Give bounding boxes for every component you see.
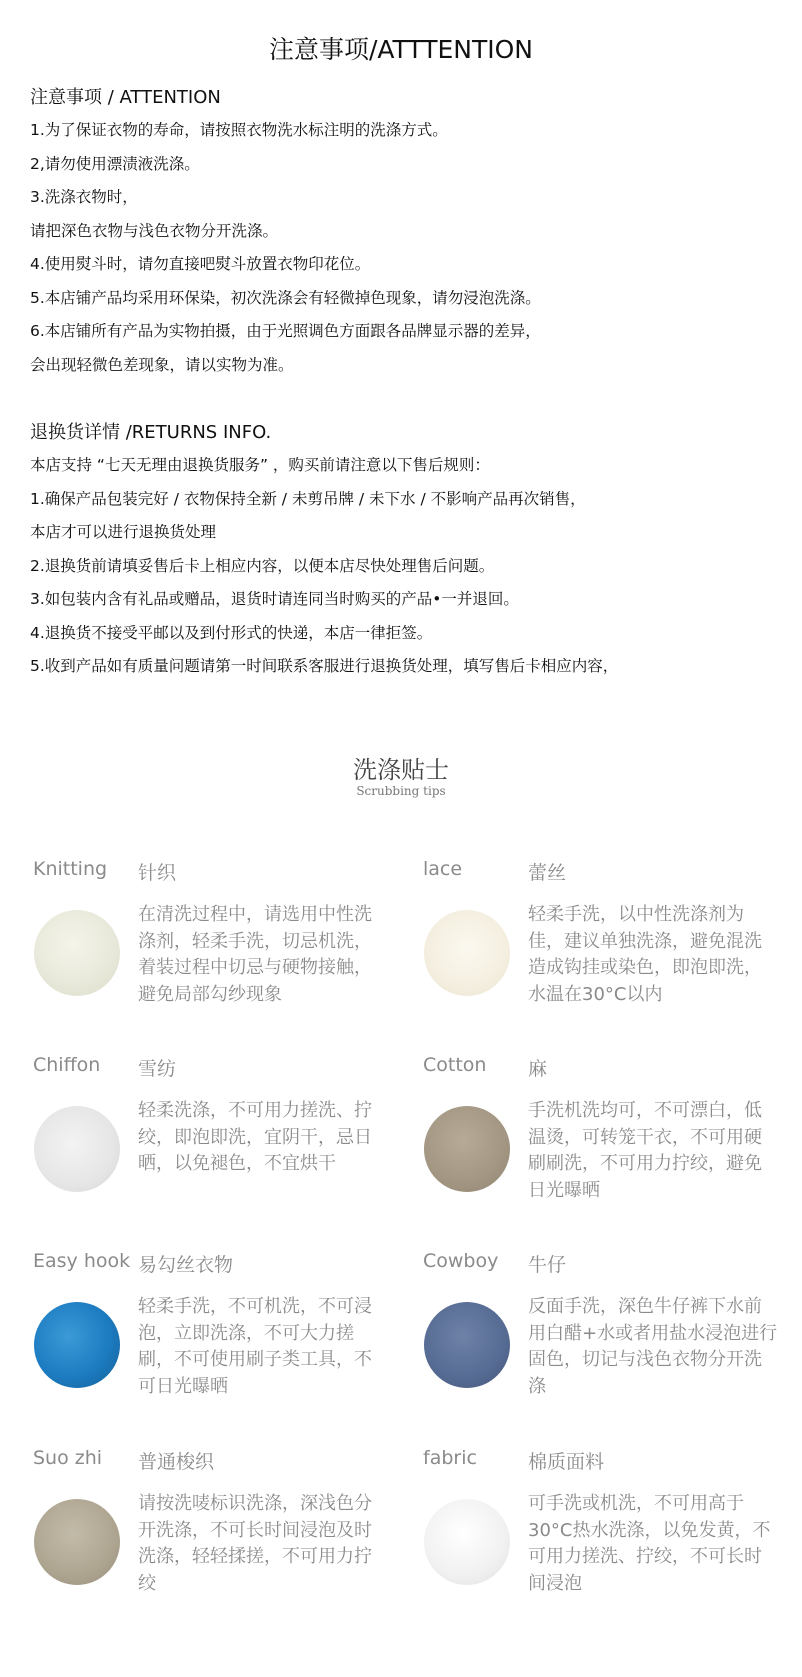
chiffon-swatch — [34, 1106, 120, 1192]
returns-line: 本店才可以进行退换货处理 — [30, 523, 217, 541]
page-title: 注意事项/ATTTENTION — [268, 35, 534, 64]
woven-swatch — [34, 1499, 120, 1585]
attention-line: 5.本店铺产品均采用环保染，初次洗涤会有轻微掉色现象，请勿浸泡洗涤。 — [30, 288, 541, 307]
tip-en-label: fabric — [423, 1447, 477, 1469]
returns-line: 3.如包装内含有礼品或赠品，退货时请连同当时购买的产品•一并退回。 — [30, 590, 519, 608]
tip-en-label: Suo zhi — [33, 1447, 103, 1469]
tip-description: 轻柔手洗，不可机洗，不可浸泡，立即洗涤，不可大力搓刷，不可使用刷子类工具，不可日光曝晒 — [138, 1296, 372, 1397]
attention-line: 2,请勿使用漂渍液洗涤。 — [30, 154, 200, 173]
attention-line: 4.使用熨斗时，请勿直接吧熨斗放置衣物印花位。 — [30, 255, 371, 273]
tip-en-label: Chiffon — [33, 1054, 101, 1076]
tip-knitting — [33, 858, 393, 1033]
tip-lace — [423, 858, 783, 1033]
tip-en-label: Cowboy — [423, 1250, 499, 1272]
returns-heading: 退换货详情 /RETURNS INFO. — [30, 422, 272, 443]
attention-heading: 注意事项 / ATTENTION — [30, 87, 221, 108]
linen-swatch — [424, 1106, 510, 1192]
tip-cn-label: 雪纺 — [138, 1058, 177, 1080]
tip-description: 反面手洗，深色牛仔裤下水前用白醋+水或者用盐水浸泡进行固色，切记与浅色衣物分开洗涤 — [528, 1296, 778, 1397]
tip-chiffon — [33, 1054, 393, 1229]
attention-line: 1.为了保证衣物的寿命，请按照衣物洗水标注明的洗涤方式。 — [30, 121, 448, 139]
returns-line: 4.退换货不接受平邮以及到付形式的快递，本店一律拒签。 — [30, 623, 433, 642]
tip-suo-zhi — [33, 1447, 393, 1622]
tip-cowboy — [423, 1250, 783, 1425]
tip-cn-label: 麻 — [528, 1058, 548, 1080]
tip-cn-label: 牛仔 — [528, 1254, 567, 1276]
tips-title: 洗涤贴士 — [353, 756, 449, 784]
mesh-swatch — [34, 1302, 120, 1388]
returns-line: 1.确保产品包装完好 / 衣物保持全新 / 未剪吊牌 / 未下水 / 不影响产品再次销售， — [30, 489, 586, 508]
returns-section — [30, 421, 790, 684]
tip-description: 请按洗唛标识洗涤，深浅色分开洗涤，不可长时间浸泡及时洗涤，轻轻揉搓，不可用力拧绞 — [138, 1493, 372, 1594]
attention-line: 会出现轻微色差现象，请以实物为准。 — [30, 355, 294, 374]
lace-swatch — [424, 910, 510, 996]
tip-easy-hook — [33, 1250, 393, 1425]
tip-cn-label: 棉质面料 — [528, 1451, 605, 1473]
denim-swatch — [424, 1302, 510, 1388]
tip-description: 轻柔洗涤，不可用力搓洗、拧绞，即泡即洗，宜阴干，忌日晒，以免褪色，不宜烘干 — [138, 1100, 372, 1174]
tip-cn-label: 针织 — [138, 862, 177, 884]
returns-line: 5.收到产品如有质量问题请第一时间联系客服进行退换货处理，填写售后卡相应内容， — [30, 657, 619, 675]
attention-line: 3.洗涤衣物时， — [30, 188, 138, 206]
tip-en-label: lace — [423, 858, 463, 880]
tip-cotton — [423, 1054, 783, 1229]
cotton-swatch — [424, 1499, 510, 1585]
tip-description: 轻柔手洗，以中性洗涤剂为佳，建议单独洗涤，避免混洗造成钩挂或染色，即泡即洗，水温在30°C以内 — [528, 904, 762, 1005]
tip-cn-label: 普通梭织 — [138, 1451, 215, 1473]
tip-en-label: Cotton — [423, 1054, 487, 1076]
tip-description: 在清洗过程中，请选用中性洗涤剂，轻柔手洗，切忌机洗，着装过程中切忌与硬物接触，避免局部勾纱现象 — [138, 904, 372, 1005]
tip-en-label: Easy hook — [33, 1250, 131, 1272]
tip-description: 可手洗或机洗，不可用高于30°C热水洗涤，以免发黄，不可用力搓洗、拧绞，不可长时间浸泡 — [528, 1493, 771, 1594]
returns-line: 2.退换货前请填妥售后卡上相应内容，以便本店尽快处理售后问题。 — [30, 556, 495, 575]
tip-fabric — [423, 1447, 783, 1622]
tips-subtitle: Scrubbing tips — [356, 784, 446, 798]
tip-cn-label: 蕾丝 — [528, 862, 567, 884]
knit-swatch — [34, 910, 120, 996]
tip-en-label: Knitting — [33, 858, 108, 880]
attention-line: 请把深色衣物与浅色衣物分开洗涤。 — [30, 221, 279, 240]
tip-cn-label: 易勾丝衣物 — [138, 1254, 234, 1276]
returns-line: 本店支持 “七天无理由退换货服务” ，购买前请注意以下售后规则： — [30, 456, 490, 474]
tip-description: 手洗机洗均可，不可漂白，低温烫，可转笼干衣，不可用硬刷刷洗，不可用力拧绞，避免日光曝晒 — [528, 1100, 762, 1201]
attention-section — [30, 86, 790, 382]
attention-line: 6.本店铺所有产品为实物拍摄，由于光照调色方面跟各品牌显示器的差异， — [30, 322, 541, 340]
